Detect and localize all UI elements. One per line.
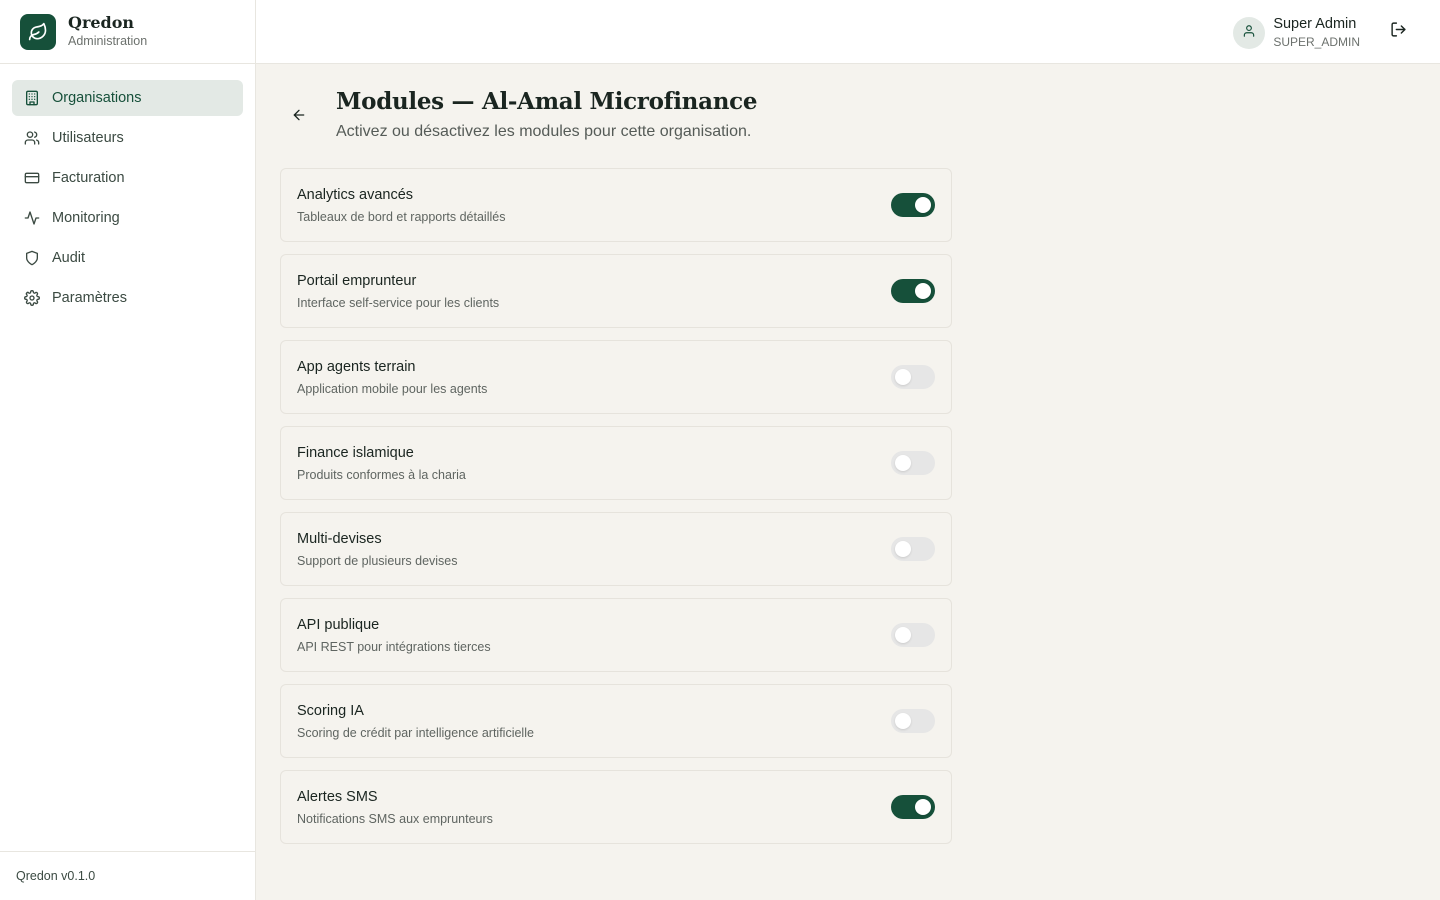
leaf-icon (20, 14, 56, 50)
module-toggle[interactable] (891, 795, 935, 819)
sidebar-item-label: Monitoring (52, 210, 120, 226)
main-content (280, 64, 952, 856)
building-icon (24, 90, 40, 106)
toggle-knob (915, 283, 931, 299)
module-card-multi-devises (280, 512, 952, 586)
activity-icon (24, 210, 40, 226)
toggle-knob (895, 455, 911, 471)
module-card-analytics (280, 168, 952, 242)
brand (0, 0, 255, 64)
logout-button[interactable] (1388, 22, 1408, 42)
module-toggle[interactable] (891, 709, 935, 733)
toggle-knob (915, 197, 931, 213)
module-list (280, 168, 952, 856)
page-subtitle: Activez ou désactivez les modules pour cette organisation. (336, 123, 752, 140)
sidebar-item-label: Organisations (52, 90, 142, 106)
toggle-knob (895, 713, 911, 729)
module-title: Finance islamique (297, 445, 414, 461)
module-card-sms (280, 770, 952, 844)
sidebar-item-label: Facturation (52, 170, 125, 186)
logout-icon (1390, 21, 1407, 43)
gear-icon (24, 290, 40, 306)
module-title: Portail emprunteur (297, 273, 417, 289)
sidebar-item-label: Audit (52, 250, 86, 266)
module-title: API publique (297, 617, 380, 633)
sidebar-item-audit[interactable] (12, 240, 243, 276)
sidebar-item-label: Paramètres (52, 290, 127, 306)
version-label: Qredon v0.1.0 (0, 851, 255, 900)
back-button[interactable] (288, 106, 310, 128)
module-card-finance-islamique (280, 426, 952, 500)
user-menu[interactable] (1233, 16, 1360, 50)
credit-card-icon (24, 170, 40, 186)
user-name: Super Admin (1273, 16, 1357, 32)
module-toggle[interactable] (891, 623, 935, 647)
module-title: Scoring IA (297, 703, 364, 719)
module-card-agents (280, 340, 952, 414)
module-toggle[interactable] (891, 279, 935, 303)
toggle-knob (915, 799, 931, 815)
brand-subtitle: Administration (68, 33, 148, 48)
module-toggle[interactable] (891, 451, 935, 475)
module-title: Analytics avancés (297, 187, 414, 203)
module-description: Support de plusieurs devises (297, 554, 458, 568)
toggle-knob (895, 541, 911, 557)
toggle-knob (895, 627, 911, 643)
module-title: Alertes SMS (297, 789, 378, 805)
sidebar-item-facturation[interactable] (12, 160, 243, 196)
module-card-scoring (280, 684, 952, 758)
arrow-left-icon (291, 107, 307, 128)
module-description: Produits conformes à la charia (297, 468, 466, 482)
users-icon (24, 130, 40, 146)
sidebar (0, 0, 256, 900)
module-description: Application mobile pour les agents (297, 382, 488, 396)
user-icon (1242, 24, 1256, 43)
module-description: Scoring de crédit par intelligence artificielle (297, 726, 534, 740)
brand-name: Qredon (68, 12, 135, 32)
sidebar-item-monitoring[interactable] (12, 200, 243, 236)
page-header (280, 64, 952, 168)
module-toggle[interactable] (891, 193, 935, 217)
module-card-api (280, 598, 952, 672)
module-description: Notifications SMS aux emprunteurs (297, 812, 493, 826)
module-description: Tableaux de bord et rapports détaillés (297, 210, 506, 224)
top-bar (256, 0, 1440, 64)
toggle-knob (895, 369, 911, 385)
sidebar-item-organisations[interactable] (12, 80, 243, 116)
sidebar-item-utilisateurs[interactable] (12, 120, 243, 156)
module-description: API REST pour intégrations tierces (297, 640, 491, 654)
module-toggle[interactable] (891, 365, 935, 389)
module-toggle[interactable] (891, 537, 935, 561)
module-title: App agents terrain (297, 359, 416, 375)
user-role: SUPER_ADMIN (1273, 35, 1360, 49)
sidebar-item-label: Utilisateurs (52, 130, 124, 146)
avatar (1233, 17, 1265, 49)
sidebar-nav (0, 64, 255, 336)
module-title: Multi-devises (297, 531, 382, 547)
module-card-portail (280, 254, 952, 328)
module-description: Interface self-service pour les clients (297, 296, 500, 310)
page-title: Modules — Al-Amal Microfinance (336, 88, 758, 115)
sidebar-item-parametres[interactable] (12, 280, 243, 316)
shield-icon (24, 250, 40, 266)
